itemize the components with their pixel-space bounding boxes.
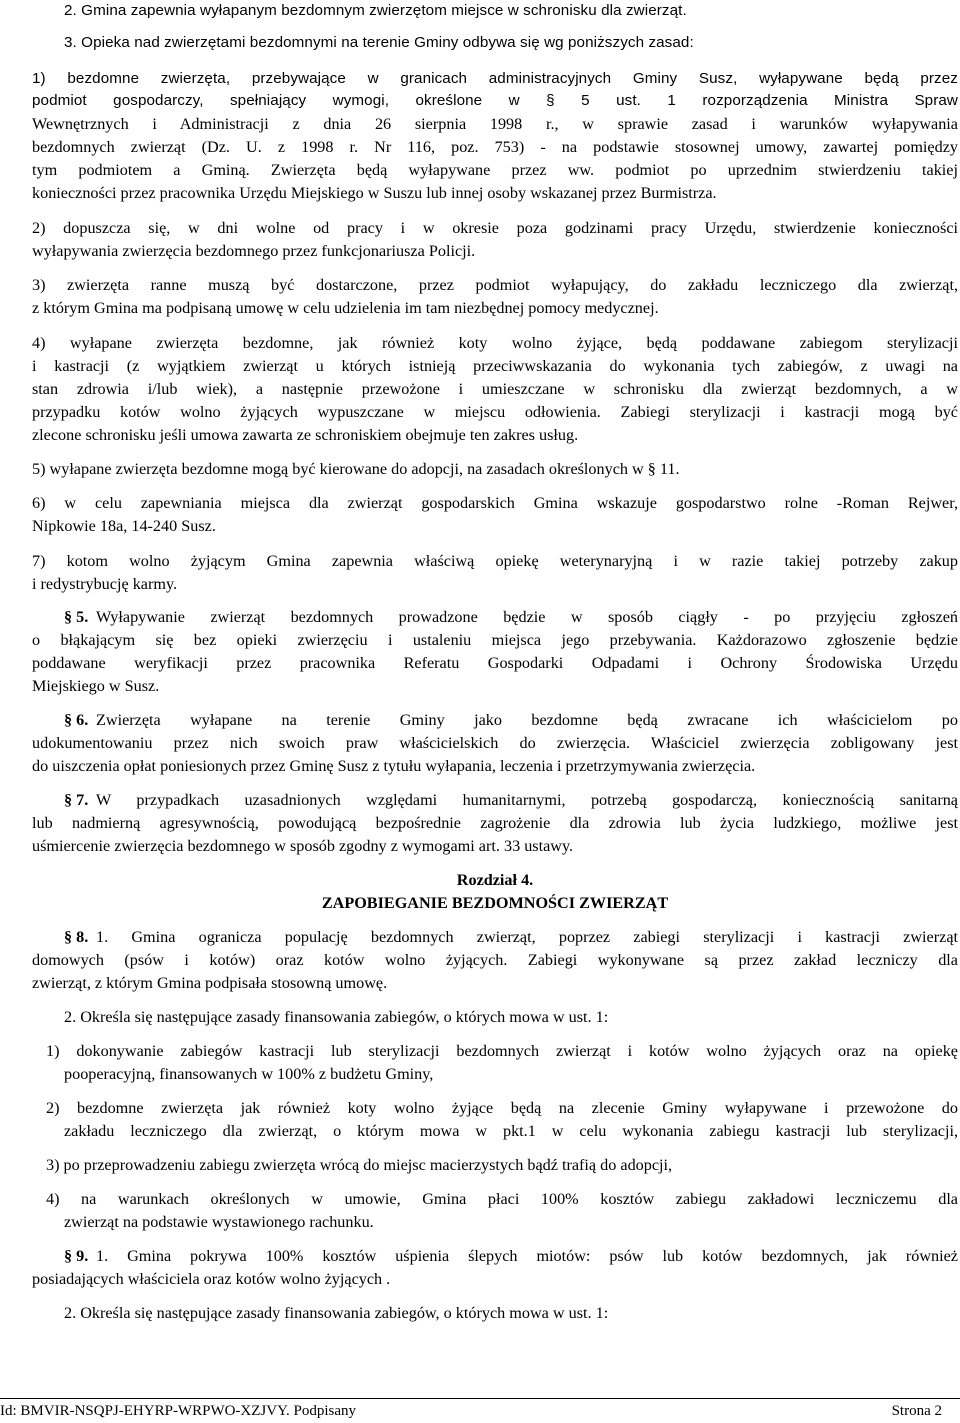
paragraph-line: uśmiercenie zwierzęcia bezdomnego w sposób zgodny z wymogami art. 33 ustawy. [32,837,574,855]
section-number: § 8. [64,928,89,946]
paragraph-line: Nipkowie 18a, 14-240 Susz. [32,517,216,535]
paragraph-line: o błąkającym się bez opieki zwierzęciu i ustaleniu miejsca jego przebywania. Każdorazowo zgłoszenie będzie [32,631,958,649]
section-number: § 6. [64,711,89,729]
paragraph-line: do uiszczenia opłat poniesionych przez Gminę Susz z tytułu wyłapania, leczenia i przetrzymywania zwierzęcia. [32,757,756,775]
paragraph-line: stan zdrowia i/lub wiek), a następnie przewożone i umieszczane w schronisku dla zwierząt bezdomnych, a w [32,380,958,398]
chapter-title: ZAPOBIEGANIE BEZDOMNOŚCI ZWIERZĄT [321,894,669,912]
paragraph-line: 1. Gmina pokrywa 100% kosztów uśpienia ślepych miotów: psów lub kotów bezdomnych, jak również [96,1247,958,1265]
paragraph-line: zwierząt, z którym Gmina podpisała stosowną umowę. [32,974,388,992]
paragraph-line: bezdomnych zwierząt (Dz. U. z 1998 r. Nr 116, poz. 753) - na podstawie stosownej umowy, zawartej pomiędzy [32,138,958,156]
paragraph-line: poddawane weryfikacji przez pracownika Referatu Gospodarki Odpadami i Ochrony Środowiska Urzędu [32,654,958,672]
paragraph-line: 6) w celu zapewniania miejsca dla zwierząt gospodarskich Gmina wskazuje gospodarstwo rolne -Roman Rejwer, [32,494,958,512]
paragraph-line: 3) zwierzęta ranne muszą być dostarczone, przez podmiot wyłapujący, do zakładu leczniczego dla zwierząt, [32,276,958,294]
paragraph-line: 2) bezdomne zwierzęta jak również koty wolno żyjące będą na zlecenie Gminy wyłapywane i przewożone do [46,1099,958,1117]
section-number: § 9. [64,1247,89,1265]
paragraph-line: Zwierzęta wyłapane na terenie Gminy jako bezdomne będą zwracane ich właścicielom po [96,711,958,729]
paragraph-line: zwierząt na podstawie wystawionego rachunku. [64,1213,374,1231]
paragraph-line: udokumentowaniu przez nich swoich praw właścicielskich do zwierzęcia. Właściciel zwierzęcia zobligowany jest [32,734,958,752]
paragraph-line: 1. Gmina ogranicza populację bezdomnych zwierząt, poprzez zabiegi sterylizacji i kastracji zwierząt [96,928,958,946]
paragraph-line: i kastracji (z wyjątkiem zwierząt u których istnieją przeciwwskazania do wykonania tych zabiegów, z uwagi na [32,357,958,375]
chapter-number: Rozdział 4. [456,871,534,889]
paragraph-line: lub nadmierną agresywnością, powodującą bezpośrednie zagrożenie dla zdrowia lub życia ludzkiego, możliwe jest [32,814,958,832]
paragraph-line: W przypadkach uzasadnionych względami humanitarnymi, potrzebą gospodarczą, koniecznością sanitarną [96,791,958,809]
paragraph-line: 1) bezdomne zwierzęta, przebywające w granicach administracyjnych Gminy Susz, wyłapywane będą przez [32,70,958,87]
paragraph-line: wyłapywania zwierzęcia bezdomnego przez funkcjonariusza Policji. [32,242,476,260]
paragraph-line: Wyłapywanie zwierząt bezdomnych prowadzone będzie w sposób ciągły - po przyjęciu zgłoszeń [96,608,958,626]
paragraph-line: 4) wyłapane zwierzęta bezdomne, jak również koty wolno żyjące, będą poddawane zabiegom sterylizacji [32,334,958,352]
section-number: § 5. [64,608,89,626]
paragraph-line: domowych (psów i kotów) oraz kotów wolno żyjących. Zabiegi wykonywane są przez zakład leczniczy dla [32,951,958,969]
paragraph-line: 3) po przeprowadzeniu zabiegu zwierzęta wrócą do miejsc macierzystych bądź trafią do adopcji, [46,1156,673,1174]
paragraph-line: przypadku kotów wolno żyjących wypuszczane w miejscu odłowienia. Zabiegi sterylizacji i kastracji mogą być [32,403,958,421]
paragraph-line: 2. Określa się następujące zasady finansowania zabiegów, o których mowa w ust. 1: [64,1008,609,1026]
paragraph-line: z którym Gmina ma podpisaną umowę w celu udzielenia im tam niezbędnej pomocy medycznej. [32,299,659,317]
paragraph-line: tym podmiotem a Gminą. Zwierzęta będą wyłapywane przez ww. podmiot po uprzednim stwierdzeniu takiej [32,161,958,179]
paragraph-line: posiadających właściciela oraz kotów wolno żyjących . [32,1270,391,1288]
paragraph-line: 4) na warunkach określonych w umowie, Gmina płaci 100% kosztów zabiegu zakładowi leczniczemu dla [46,1190,958,1208]
page-number: Strona 2 [891,1403,942,1419]
paragraph-line: 2. Gmina zapewnia wyłapanym bezdomnym zwierzętom miejsce w schronisku dla zwierząt. [64,2,687,19]
paragraph-line: podmiot gospodarczy, spełniający wymogi, określone w § 5 ust. 1 rozporządzenia Ministra Spraw [32,92,958,109]
paragraph-line: Miejskiego w Susz. [32,677,160,695]
paragraph-line: konieczności przez pracownika Urzędu Miejskiego w Suszu lub innej osoby wskazanej przez Burmistrza. [32,184,717,202]
document-id: Id: BMVIR-NSQPJ-EHYRP-WRPWO-XZJVY. Podpisany [0,1403,356,1419]
paragraph-line: zlecone schronisku jeśli umowa zawarta ze schroniskiem obejmuje ten zakres usług. [32,426,579,444]
paragraph-line: zakładu leczniczego dla zwierząt, o którym mowa w pkt.1 w celu wykonania zabiegu kastracji lub sterylizacji, [64,1122,958,1140]
paragraph-line: 2. Określa się następujące zasady finansowania zabiegów, o których mowa w ust. 1: [64,1304,609,1322]
paragraph-line: pooperacyjną, finansowanych w 100% z budżetu Gminy, [64,1065,434,1083]
footer-divider [0,1398,960,1399]
paragraph-line: Wewnętrznych i Administracji z dnia 26 sierpnia 1998 r., w sprawie zasad i warunków wyłapywania [32,115,958,133]
paragraph-line: 2) dopuszcza się, w dni wolne od pracy i w okresie poza godzinami pracy Urzędu, stwierdzenie konieczności [32,219,958,237]
paragraph-line: i redystrybucję karmy. [32,575,178,593]
paragraph-line: 1) dokonywanie zabiegów kastracji lub sterylizacji bezdomnych zwierząt i kotów wolno żyjących oraz na opiekę [46,1042,958,1060]
section-number: § 7. [64,791,89,809]
paragraph-line: 5) wyłapane zwierzęta bezdomne mogą być kierowane do adopcji, na zasadach określonych w § 11. [32,460,680,478]
paragraph-line: 3. Opieka nad zwierzętami bezdomnymi na terenie Gminy odbywa się wg poniższych zasad: [64,34,694,51]
paragraph-line: 7) kotom wolno żyjącym Gmina zapewnia właściwą opiekę weterynaryjną i w razie takiej potrzeby zakup [32,552,958,570]
